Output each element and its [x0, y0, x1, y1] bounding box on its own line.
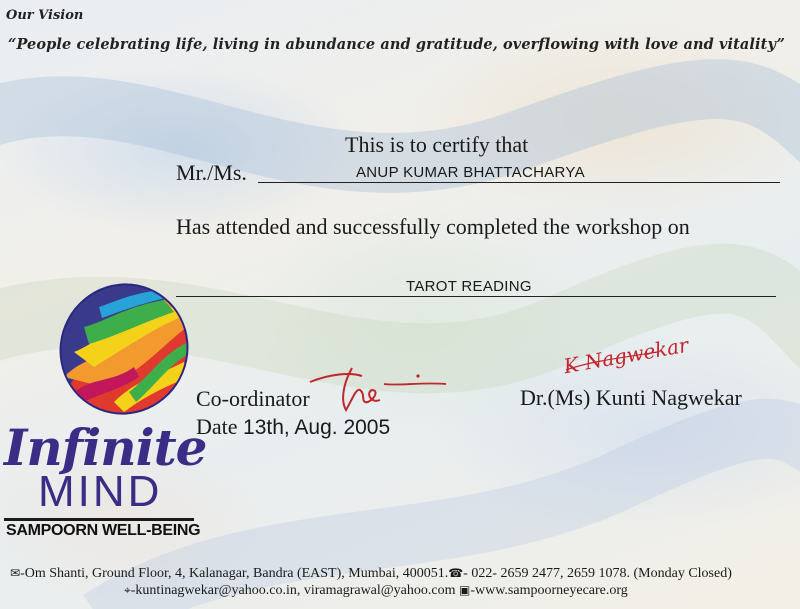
- vision-quote: “People celebrating life, living in abundance and gratitude, overflowing with love and vitality”: [8, 36, 785, 53]
- date-value: 13th, Aug. 2005: [243, 416, 391, 439]
- brand-wordmark-mind: MIND: [38, 467, 163, 516]
- completion-statement: Has attended and successfully completed the workshop on: [176, 214, 690, 239]
- workshop-name: TAROT READING: [406, 278, 532, 295]
- brand-wordmark-infinite: Infinite: [4, 418, 207, 477]
- workshop-line: [176, 296, 776, 297]
- phone-icon: ☎: [448, 566, 464, 580]
- date-label: Date: [196, 414, 238, 439]
- salutation-label: Mr./Ms.: [176, 160, 247, 185]
- vision-title: Our Vision: [6, 8, 84, 23]
- mail-icon: ✉: [10, 566, 21, 580]
- footer-phone: - 022- 2659 2477, 2659 1078. (Monday Closed): [463, 566, 732, 581]
- footer-contact-line: [124, 583, 628, 599]
- coordinator-label: Co-ordinator: [196, 386, 310, 411]
- footer-address-line: [10, 566, 732, 582]
- recipient-name: ANUP KUMAR BHATTACHARYA: [356, 164, 585, 181]
- director-signature-text: K Nagwekar: [561, 332, 691, 379]
- director-name: Dr.(Ms) Kunti Nagwekar: [520, 385, 742, 410]
- footer-address: -Om Shanti, Ground Floor, 4, Kalanagar, Bandra (EAST), Mumbai, 400051.: [20, 566, 449, 581]
- computer-icon: ▣: [459, 583, 471, 597]
- mouse-icon: ⌖: [124, 583, 131, 597]
- brand-tagline: SAMPOORN WELL-BEING: [6, 522, 201, 539]
- footer-website: -www.sampoorneyecare.org: [470, 583, 628, 598]
- brand-divider: [4, 518, 194, 521]
- footer-email: -kuntinagwekar@yahoo.co.in, viramagrawal@yahoo.com: [130, 583, 456, 598]
- certify-heading: This is to certify that: [345, 132, 529, 157]
- coordinator-signature: [300, 360, 460, 420]
- recipient-line: [258, 182, 780, 183]
- director-signature: [558, 332, 708, 380]
- infinite-mind-logo-icon: [54, 282, 194, 417]
